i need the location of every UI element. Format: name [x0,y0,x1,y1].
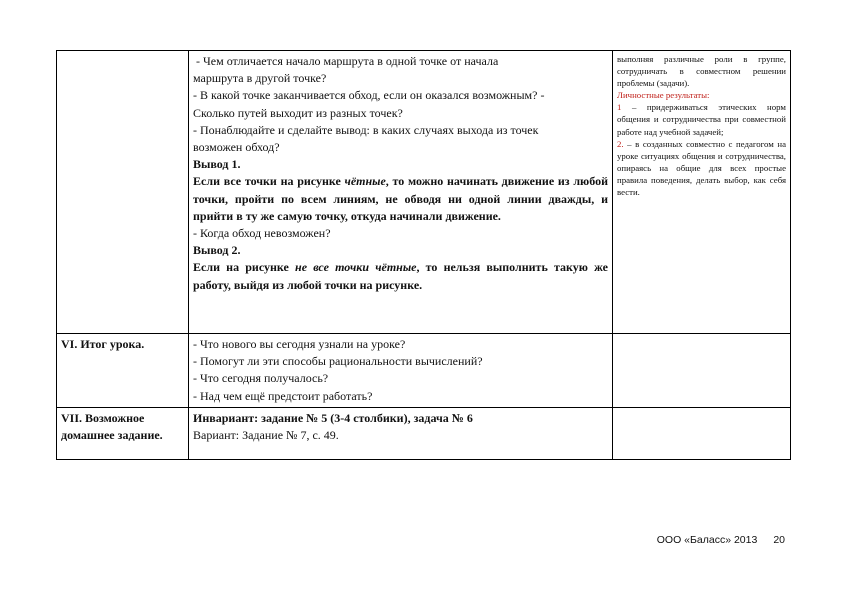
page-number: 20 [773,534,785,546]
results-item: 2. – в созданных совместно с педагогом на уроке ситуациях общения и сотрудничества, опираясь на общие для всех простые правила поведения, делать выбор, как себя вести. [617,138,786,198]
stage-cell: VII. Возможное домашнее задание. [57,407,189,459]
activity-cell [189,51,613,334]
activity-line: - Над чем ещё предстоит работать? [193,388,373,403]
activity-line: - Понаблюдайте и сделайте вывод: в каких случаях выхода из точек [193,122,539,137]
results-intro: выполняя различные роли в группе, сотрудничать в совместном решении проблемы (задачи). [617,54,786,89]
activity-line: маршрута в другой точке? [193,71,327,86]
conclusion-2-title: Вывод 2. [193,243,241,258]
results-heading: Личностные результаты: [617,90,710,101]
stage-cell [57,51,189,334]
publisher-label: ООО «Баласс» 2013 [656,534,758,546]
activity-line: - Помогут ли эти способы рациональности вычислений? [193,354,483,369]
activity-line: - Что нового вы сегодня узнали на уроке? [193,337,406,351]
results-item: 1 – придерживаться этических норм общения и сотрудничества при совместной работе над учебной задачей; [617,102,786,137]
table-row [57,407,791,459]
homework-variant: Вариант: Задание № 7, с. 49. [193,428,339,443]
page-footer [657,534,785,546]
conclusion-1-text: Если все точки на рисунке чётные, то можно начинать движение из любой точки, пройти по всем линиям, не обводя ни одной линии дважды, и прийти в ту же самую точку, откуда начинали движение. [193,174,608,223]
activity-cell [189,334,613,408]
activity-line: Сколько путей выходит из разных точек? [193,105,403,120]
results-cell [613,51,791,334]
activity-line: - В какой точке заканчивается обход, если он оказался возможным? - [193,88,545,103]
conclusion-1-title: Вывод 1. [193,157,241,172]
activity-line: - Что сегодня получалось? [193,371,329,386]
activity-line: - Когда обход невозможен? [193,226,331,241]
results-cell [613,407,791,459]
stage-cell: VI. Итог урока. [57,334,189,408]
activity-line: возможен обход? [193,140,280,155]
activity-line: - Чем отличается начало маршрута в одной точке от начала [193,54,499,68]
lesson-plan-table [56,50,791,460]
homework-invariant: Инвариант: задание № 5 (3-4 столбики), задача № 6 [193,410,473,425]
table-row [57,51,791,334]
activity-cell [189,407,613,459]
results-cell [613,334,791,408]
conclusion-2-text: Если на рисунке не все точки чётные, то нельзя выполнить такую же работу, выйдя из любой точки на рисунке. [193,260,608,292]
table-row [57,334,791,408]
